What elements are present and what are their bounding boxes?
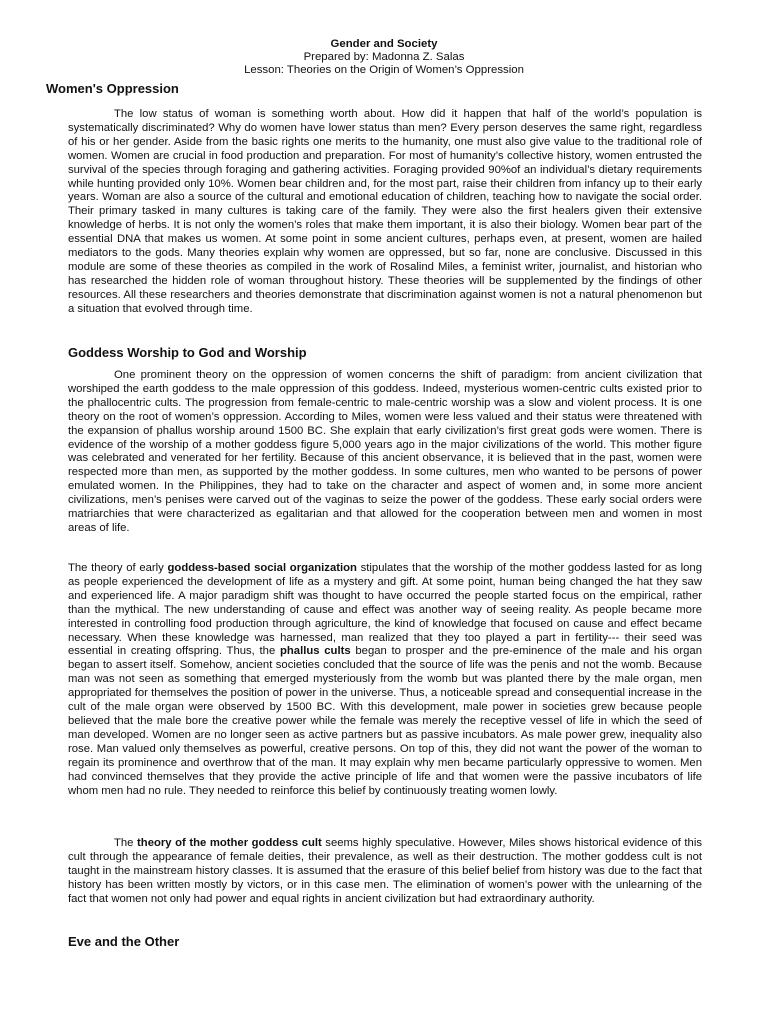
section-heading-womens-oppression: Women's Oppression <box>46 81 179 96</box>
keyword-theory-mother-goddess-cult: theory of the mother goddess cult <box>137 837 322 849</box>
keyword-goddess-based-social-organization: goddess-based social organization <box>167 562 357 574</box>
section-heading-eve-and-the-other: Eve and the Other <box>68 934 180 949</box>
paragraph-text-before: The <box>114 837 138 849</box>
document-title: Gender and Society <box>330 38 438 50</box>
paragraph-text-after: seems highly speculative. However, Miles shows historical evidence of this cult through the appearance of female deities, their prevalence, as well as their destruction. The mother goddess cult is not taught in the mainstream history classes. It is assumed that the erasure of this belief belief from history was due to the fact that history has been written mostly by victors, or in this case men. The elimination of women’s power with the unlearning of the fact that women not only had power and equal rights in ancient civilization but had extraordinary authority. <box>68 837 702 905</box>
paragraph-goddess-2 <box>68 562 702 798</box>
paragraph-text: One prominent theory on the oppression of women concerns the shift of paradigm: from ancient civilization that worshiped the earth goddess to the male oppression of this goddess. Indeed, mysterious women-centric cults existed prior to the phallocentric cults. The progression from female-centric to male-centric worship was a slow and violent process. It is one theory on the root of women’s oppression. According to Miles, women were less valued and their status were threatened with the expansion of phallus worship around 1500 BC. She explain that early civilization’s first great gods were women. There is evidence of the worship of a mother goddess figure 5,000 years ago in the major civilizations of the world. This mother figure was celebrated and venerated for her fertility. Because of this ancient observance, it is believed that in the past, women were respected more than men, as supported by the mother goddess. In some cultures, men who wanted to be persons of power emulated women. In the Philippines, they had to take on the character and aspect of women and, in some more ancient civilizations, men’s penises were carved out of the vaginas to seize the power of the goddess. These early social orders were matriarchies that were characterized as egalitarian and that allowed for the cooperation between men and women in most areas of life. <box>68 369 702 534</box>
document-header <box>0 38 768 77</box>
paragraph-text-middle: stipulates that the worship of the mother goddess lasted for as long as people experienced the development of life as a mystery and gift. At some point, human being changed the hat they saw and experienced life. A major paradigm shift was thought to have occurred the people started focus on the empirical, rather than the mythical. The new understanding of cause and effect was another way of seeing reality. As people became more interested in controlling food production through agriculture, the kind of knowledge that focused on cause and effect became necessary. When these knowledge was harnessed, man realized that they too played a part in fertility--- their seed was essential in creating offspring. Thus, the <box>68 562 703 658</box>
keyword-phallus-cults: phallus cults <box>279 645 351 658</box>
paragraph-goddess-1 <box>68 369 702 536</box>
paragraph-womens-oppression <box>68 108 702 317</box>
paragraph-text-before: The theory of early <box>68 562 168 574</box>
section-heading-goddess-worship: Goddess Worship to God and Worship <box>68 345 307 360</box>
lesson-title: Lesson: Theories on the Origin of Women’s Oppression <box>244 64 524 76</box>
prepared-by: Prepared by: Madonna Z. Salas <box>303 51 465 63</box>
paragraph-text-after: began to prosper and the pre-eminence of the male and his organ began to assert itself. Somehow, ancient societies concluded that the source of life was the penis and not the womb. Because man was not seen as something that emerged mysteriously from the womb but was planted there by the male organ, men appropriated for themselves the position of power in the universe. Thus, a noticeable spread and consequential increase in the cult of the male organ were observed by 1500 BC. With this development, male power in societies grew because people believed that the male bore the creative power while the female was merely the receptive vessel of life in which the seed of man developed. Women are no longer seen as active partners but as passive incubators. As male power grew, inequality also rose. Man valued only themselves as powerful, creative persons. On top of this, they did not want the power of the woman to regain its prominence and overthrow that of the man. It may explain why men became particularly oppressive to women. Men had convinced themselves that they provide the active principle of life and that women were the passive incubators of life whom men had no rule. They needed to reinforce this belief by continuously treating women lowly. <box>68 645 702 797</box>
paragraph-text: The low status of woman is something worth about. How did it happen that half of the world’s population is systematically discriminated? Why do women have lower status than men? Every person deserves the same right, regardless of his or her gender. Aside from the basic rights one merits to the humanity, one must also give value to the traditional role of women. Women are crucial in food production and preparation. For most of humanity’s collective history, women entrusted the survival of the species through foraging and gathering activities. Foraging provided 90%of an individual’s dietary requirements while hunting provided only 10%. Women bear children and, for the most part, raise their children from infancy up to their early years. Woman are also a source of the cultural and emotional education of children, teaching how to navigate the social order. Their primary tasked in many cultures is taking care of the family. They were also the first healers given their extensive knowledge of herbs. It is not only the women’s roles that make them important, it is also their biology. Women bear part of the essential DNA that makes us women. At some point in some ancient cultures, perhaps even, at present, women are hailed mediators to the gods. Many theories explain why women are oppressed, but so far, none are conclusive. Discussed in this module are some of these theories as compiled in the work of Rosalind Miles, a feminist writer, journalist, and historian who has researched the hidden role of woman throughout history. These theories will be supplemented by the findings of other resources. All these researchers and theories demonstrate that discrimination against women is not a natural phenomenon but a situation that evolved through time. <box>68 108 702 315</box>
paragraph-goddess-3 <box>68 837 702 907</box>
